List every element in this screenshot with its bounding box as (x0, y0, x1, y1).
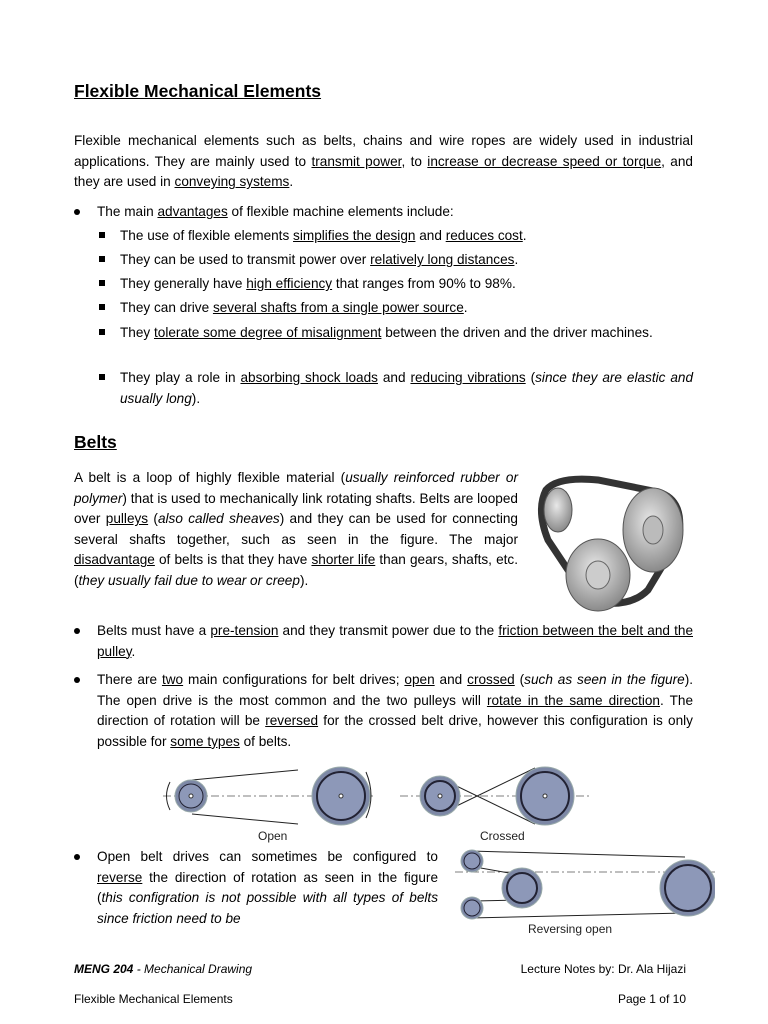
text-run: and they transmit power due to the (278, 623, 499, 638)
text-run: Open belt drives can sometimes be configured to (97, 849, 438, 864)
advantages-intro (97, 202, 693, 223)
underlined-text: pulleys (105, 511, 149, 527)
text-run: that ranges from 90% to 98%. (332, 276, 516, 291)
advantage-item (120, 274, 693, 295)
text-run: ). (299, 572, 309, 588)
footer-doc-title: Flexible Mechanical Elements (74, 992, 233, 1006)
page-title: Flexible Mechanical Elements (74, 81, 322, 101)
belt-drive-photo (528, 470, 692, 618)
text-run: . (522, 228, 527, 243)
text-run: the direction of rotation as seen in the figure ( (97, 869, 438, 906)
underlined-text: crossed (467, 672, 515, 687)
advantage-item (120, 250, 693, 271)
text-run: for the crossed belt drive, however this configuration is only possible for (97, 713, 693, 749)
underlined-text: increase or decrease speed or torque (427, 153, 662, 169)
open-caption: Open (258, 829, 288, 843)
text-run: Flexible mechanical elements such as belts, chains and wire ropes are widely used in industrial applications. They are mainly used to (74, 133, 693, 169)
text-run: . (463, 300, 468, 315)
text-run: ). The open drive is the most common and the two pulleys will (97, 672, 693, 708)
text-run: They (120, 325, 154, 340)
page-number: Page 1 of 10 (617, 992, 686, 1006)
text-run: , and they are used in (74, 153, 693, 190)
text-run: ) and they can be used for connecting several shafts together, such as seen in the figure. The major (74, 511, 518, 547)
text-run: and (377, 370, 411, 385)
course-code: MENG 204 (74, 962, 134, 976)
advantage-item (120, 298, 693, 319)
underlined-text: high efficiency (246, 276, 333, 291)
underlined-text: disadvantage (74, 552, 155, 568)
text-run: of flexible machine elements include: (227, 204, 454, 219)
belts-paragraph (74, 468, 518, 592)
underlined-text: reversed (265, 713, 319, 729)
text-run: The main (97, 204, 158, 219)
underlined-text: tolerate some degree of misalignment (154, 325, 382, 340)
text-run: . (131, 643, 136, 659)
text-run: The use of flexible elements (120, 228, 294, 243)
text-run: of belts. (239, 733, 292, 749)
belts-heading: Belts (74, 432, 117, 452)
text-run: There are (97, 672, 162, 687)
text-run: They generally have (120, 276, 247, 291)
text-run: They can be used to transmit power over (120, 252, 371, 267)
bullet-pretension (97, 621, 693, 662)
underlined-text: reverse (97, 869, 143, 885)
footer-author: Lecture Notes by: Dr. Ala Hijazi (520, 962, 686, 976)
underlined-text: shorter life (311, 552, 376, 568)
reversing-caption: Reversing open (528, 922, 613, 936)
italic-text: this configration is not possible with all types of belts since friction need to be (97, 890, 438, 926)
bullet-reverse (97, 847, 438, 929)
underlined-text: advantages (157, 204, 228, 219)
crossed-belt-diagram (400, 762, 590, 832)
underlined-text: pre-tension (210, 623, 279, 638)
text-run: of belts is that they have (154, 552, 312, 568)
underlined-text: simplifies the design (293, 228, 416, 243)
text-run: . (514, 252, 519, 267)
text-run: main configurations for belt drives; (183, 672, 405, 687)
text-run: They can drive (120, 300, 213, 315)
italic-text: usually reinforced rubber or polymer (74, 470, 518, 506)
text-run: ( (148, 511, 158, 527)
bullet-configurations (97, 670, 693, 752)
underlined-text: friction between the belt and the pulley (97, 623, 693, 659)
open-belt-diagram (158, 762, 378, 832)
text-run: , to (401, 153, 428, 169)
underlined-text: conveying systems (174, 174, 290, 190)
underlined-text: rotate in the same direction (486, 692, 660, 708)
underlined-text: absorbing shock loads (240, 370, 378, 385)
text-run: Belts must have a (97, 623, 211, 638)
text-run: They play a role in (120, 370, 241, 385)
reversing-open-diagram (455, 845, 715, 925)
course-name: - Mechanical Drawing (133, 962, 253, 976)
text-run: ( (514, 672, 525, 687)
italic-text: since they are elastic and usually long (120, 370, 693, 406)
underlined-text: open (404, 672, 435, 687)
underlined-text: transmit power (311, 153, 402, 169)
text-run: A belt is a loop of highly flexible material ( (74, 470, 346, 485)
text-run: . The direction of rotation will be (97, 692, 694, 729)
crossed-caption: Crossed (480, 829, 525, 843)
text-run: between the driven and the driver machines. (381, 325, 653, 340)
advantage-item (120, 226, 693, 247)
text-run: ). (191, 390, 201, 406)
text-run: . (289, 174, 294, 190)
underlined-text: reduces cost (445, 228, 523, 243)
underlined-text: reducing vibrations (410, 370, 526, 385)
text-run: and (415, 228, 446, 243)
underlined-text: two (161, 672, 184, 687)
text-run: ) that is used to mechanically link rotating shafts. Belts are looped over (74, 490, 518, 527)
underlined-text: relatively long distances (370, 252, 515, 267)
italic-text: such as seen in the figure (524, 672, 685, 687)
intro-paragraph (74, 131, 693, 193)
italic-text: also called sheaves (157, 511, 280, 527)
text-run: and (434, 672, 468, 687)
footer-course (74, 962, 252, 976)
text-run: than gears, shafts, etc.( (74, 552, 518, 588)
text-run: ( (525, 370, 536, 385)
underlined-text: several shafts from a single power source (212, 300, 464, 315)
italic-text: they usually fail due to wear or creep (78, 572, 300, 588)
advantage-item (120, 368, 693, 409)
underlined-text: some types (170, 733, 240, 749)
advantage-item (120, 323, 693, 344)
